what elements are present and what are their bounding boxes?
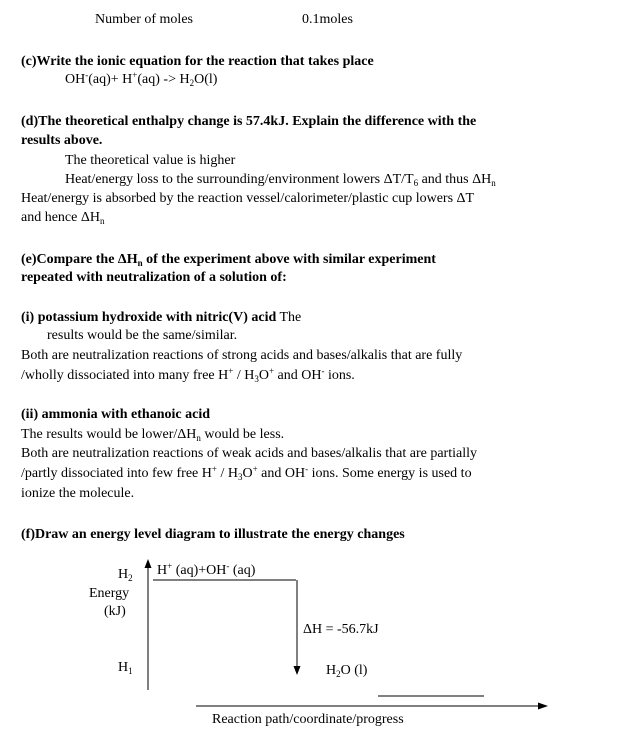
question-e-line2: repeated with neutralization of a solution of: [21,270,287,285]
delta-h-arrowhead [294,666,301,675]
answer-e-ii-line4: ionize the molecule. [21,486,135,501]
x-axis-label: Reaction path/coordinate/progress [212,712,404,727]
answer-d-line3: Heat/energy is absorbed by the reaction vessel/calorimeter/plastic cup lowers ΔT [21,191,475,206]
question-d-line2: results above. [21,133,103,148]
h1-label: $H_1$ [118,660,133,676]
question-e-i: (i) potassium hydroxide with nitric(V) acid The [21,310,302,325]
question-f: (f)Draw an energy level diagram to illustrate the energy changes [21,527,405,542]
answer-e-i-line2: Both are neutralization reactions of strong acids and bases/alkalis that are fully [21,348,463,363]
answer-e-ii-line1: The results would be lower/$\Delta H_n$ would be less. [21,427,285,443]
ionic-equation: $OH^-(aq)+ H^+(aq) -> H_2O(l)$ [65,70,218,88]
moles-value: 0.1moles [302,12,353,27]
answer-d-line4: and hence $\Delta H_n$ [21,210,105,226]
question-e-line1: (e)Compare the $\Delta H_n$ of the experiment above with similar experiment [21,252,436,268]
products-label: $H_2O$ (l) [326,663,368,679]
y-axis-label-energy: Energy [89,586,130,601]
answer-d-line2: Heat/energy loss to the surrounding/environment lowers $\Delta T/T_6$ and thus $\Delta H_n$ [65,172,496,188]
answer-d-line1: The theoretical value is higher [65,153,236,168]
answer-e-ii-line2: Both are neutralization reactions of weak acids and bases/alkalis that are partially [21,446,477,461]
y-axis-label-unit: (kJ) [104,604,126,619]
moles-label: Number of moles [95,12,193,27]
question-c: (c)Write the ionic equation for the reaction that takes place [21,54,374,69]
answer-e-i-line3: /wholly dissociated into many free $H^+ / H_3O^+$ and OH- ions. [21,366,355,384]
question-d-line1: (d)The theoretical enthalpy change is 57.4kJ. Explain the difference with the [21,114,477,129]
answer-e-ii-line3: /partly dissociated into few free $H^+ / H_3O^+$ and OH- ions. Some energy is used to [21,464,472,482]
y-axis-arrowhead [145,559,152,568]
answer-e-i-line1: results would be the same/similar. [47,328,238,343]
delta-h-label: ΔH = -56.7kJ [303,622,379,637]
h2-label: $H_2$ [118,567,133,583]
reactants-label: H+ (aq)+OH- (aq) [157,561,256,578]
x-axis-arrowhead [538,703,548,710]
question-e-ii: (ii) ammonia with ethanoic acid [21,407,210,422]
